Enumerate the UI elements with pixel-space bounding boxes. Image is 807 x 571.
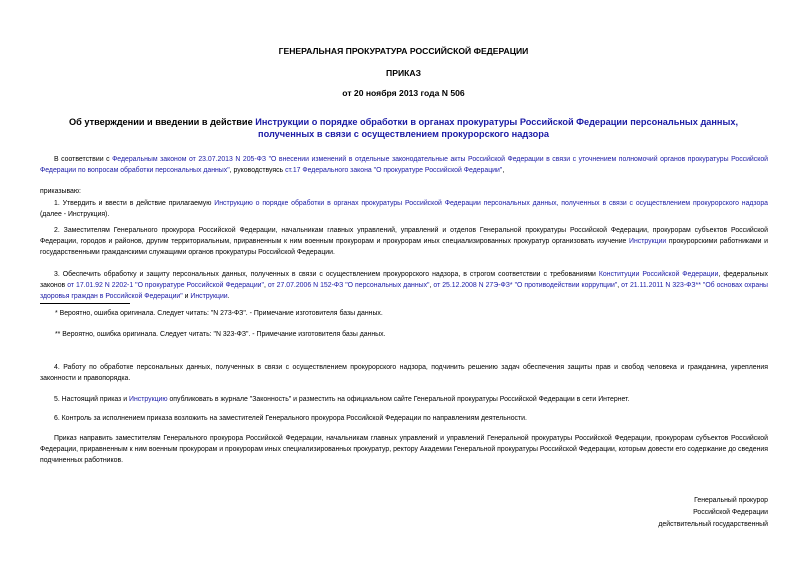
preamble-paragraph [40,154,768,176]
item5-text-1: 5. Настоящий приказ и [54,396,130,403]
document-date-number: от 20 ноября 2013 года N 506 [342,88,465,98]
item1-instruction-link[interactable]: Инструкцию о порядке обработки в органах прокуратуры Российской Федерации персональных данных, полученных в связи с осуществлением прокурорского надзора [214,200,768,207]
item3-text-4: , [429,282,434,290]
item3-text-5: , [617,282,622,290]
agency-heading: ГЕНЕРАЛЬНАЯ ПРОКУРАТУРА РОССИЙСКОЙ ФЕДЕРАЦИИ [278,46,529,56]
order-word: приказываю: [40,188,81,195]
order-item-3 [40,269,768,303]
signature-line-3: действительный государственный [658,520,768,528]
signature-block [568,495,768,530]
preamble-text-1: В соответствии с [54,156,113,163]
order-item-1 [40,198,768,220]
document-title [40,116,767,140]
order-item-6: 6. Контроль за исполнением приказа возложить на заместителей Генерального прокурора Российской Федерации по направлениям деятельности. [54,415,527,422]
federal-law-205-link[interactable]: Федеральным законом от 23.07.2013 N 205-ФЗ "О внесении изменений в отдельные законодательные акты Российской Федерации в связи с уточнением полномочий органов прокуратуры Российской Федерации по вопросам обработки персональных данных" [40,156,768,175]
distribution-paragraph: Приказ направить заместителям Генерального прокурора Российской Федерации, начальникам главных управлений и управлений Генеральной прокуратуры Российской Федерации, прокурорам субъектов Российской Федерации, приравненным к ним военным прокурорам и прокурорам иных специализированных прокуратур, ректору Академии Генеральной прокуратуры Российской Федерации, которым довести его содержание до сведения подчиненных работников. [40,435,768,465]
item2-instruction-link[interactable]: Инструкции [629,238,667,246]
preamble-text-2: , руководствуясь [229,167,286,175]
order-item-4: 4. Работу по обработке персональных данных, полученных в связи с осуществлением прокурорского надзора, подчинить решению задач обеспечения защиты прав и свобод человека и гражданина, укрепления законности и правопорядка. [40,364,768,383]
law-152-fz-link[interactable]: от 27.07.2006 N 152-ФЗ "О персональных данных" [267,282,430,290]
item3-text-7: . [227,293,230,301]
item2-text-2: прокурорскими работниками и государственными гражданскими служащими органов прокуратуры Российской Федерации. [40,238,769,257]
item1-text-2: (далее - Инструкция). [40,211,110,219]
signature-line-1: Генеральный прокурор [694,497,768,504]
footnote-divider [40,303,130,304]
item3-instruction-link[interactable]: Инструкции [190,293,228,301]
item1-text-1: 1. Утвердить и ввести в действие прилагаемую [54,200,215,207]
law-323-fz-link[interactable]: от 21.11.2011 N 323-ФЗ** "Об основах охраны здоровья граждан в Российской Федерации" [40,282,768,301]
footnote-2: ** Вероятно, ошибка оригинала. Следует читать: "N 323-ФЗ". - Примечание изготовителя базы данных. [55,331,386,338]
law-2202-1-link[interactable]: от 17.01.92 N 2202-1 "О прокуратуре Российской Федерации" [67,282,264,290]
title-instruction-link[interactable]: Инструкции о порядке обработки в органах прокуратуры Российской Федерации персональных данных, полученных в связи с осуществлением прокурорского надзора [255,117,738,139]
constitution-link[interactable]: Конституции Российской Федерации [598,271,719,278]
prosecution-law-art17-link[interactable]: ст.17 Федерального закона "О прокуратуре Российской Федерации" [285,167,503,175]
preamble-text-3: , [502,167,505,175]
item3-text-1: 3. Обеспечить обработку и защиту персональных данных, полученных в связи с осуществлением прокурорского надзора, в строгом соответствии с требованиями [54,271,599,278]
footnote-1: * Вероятно, ошибка оригинала. Следует читать: "N 273-ФЗ". - Примечание изготовителя базы данных. [55,310,383,317]
order-item-2 [40,225,768,259]
law-273-fz-link[interactable]: от 25.12.2008 N 27Э-ФЗ* "О противодействии коррупции" [433,282,618,290]
item3-text-2: , федеральных законов [40,271,768,290]
document-type: ПРИКАЗ [386,68,421,78]
item5-text-2: опубликовать в журнале "Законность" и разместить на официальном сайте Генеральной прокуратуры Российской Федерации в сети Интернет. [167,396,630,403]
item3-text-3: , [263,282,268,290]
title-prefix: Об утверждении и введении в действие [68,117,256,127]
order-item-5 [40,394,768,405]
item5-instruction-link[interactable]: Инструкцию [129,396,168,403]
item3-text-6: и [182,293,191,301]
signature-line-2: Российской Федерации [693,508,768,516]
item2-text-1: 2. Заместителям Генерального прокурора Российской Федерации, начальникам главных управлений, управлений и отделов Генеральной прокуратуры Российской Федерации, прокурорам субъектов Российской Федерации, городов и районов, другим территориальным, приравненным к ним военным прокурорам и прокурорам иных специализированных прокуратур организовать изучение [40,227,768,246]
